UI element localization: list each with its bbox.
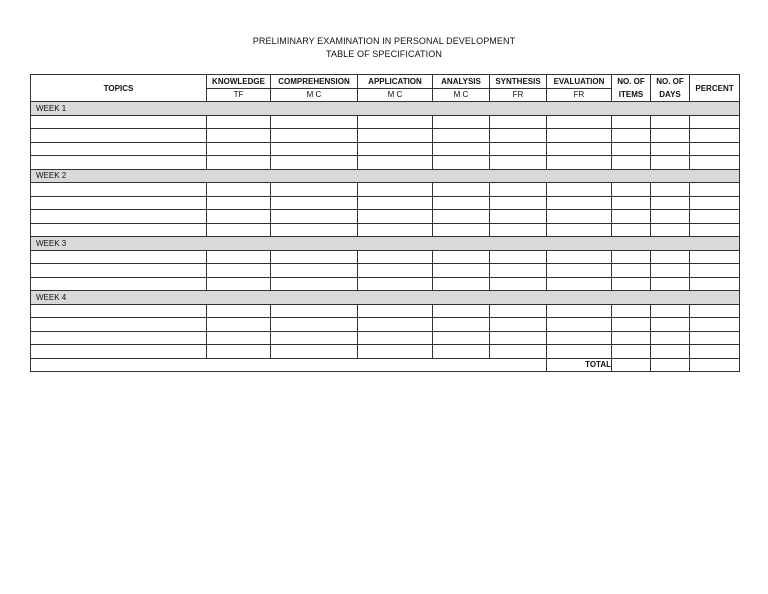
document-subtitle: TABLE OF SPECIFICATION (326, 49, 442, 59)
table-cell[interactable] (207, 304, 271, 318)
table-cell[interactable] (690, 142, 740, 156)
table-cell[interactable] (31, 210, 207, 224)
table-cell[interactable] (433, 318, 490, 332)
specification-table (30, 74, 740, 372)
table-cell[interactable] (207, 250, 271, 264)
table-cell[interactable] (31, 264, 207, 278)
table-cell[interactable] (271, 250, 358, 264)
table-cell[interactable] (612, 115, 651, 129)
header-row-categories (31, 75, 740, 89)
table-cell[interactable] (207, 223, 271, 237)
table-cell[interactable] (490, 115, 547, 129)
specification-body (31, 102, 740, 372)
table-cell[interactable] (547, 115, 612, 129)
table-cell[interactable] (490, 129, 547, 143)
table-cell[interactable] (207, 183, 271, 197)
header-knowledge: KNOWLEDGE (207, 75, 271, 89)
table-cell[interactable] (358, 142, 433, 156)
table-row (31, 318, 740, 332)
table-cell[interactable] (547, 277, 612, 291)
week-label: WEEK 3 (31, 237, 740, 251)
table-cell[interactable] (31, 345, 207, 359)
table-cell[interactable] (207, 277, 271, 291)
table-cell[interactable] (207, 129, 271, 143)
table-cell[interactable] (490, 250, 547, 264)
table-cell[interactable] (271, 318, 358, 332)
table-cell[interactable] (651, 345, 690, 359)
table-cell[interactable] (271, 142, 358, 156)
table-cell[interactable] (271, 304, 358, 318)
table-cell[interactable] (271, 183, 358, 197)
table-cell[interactable] (547, 210, 612, 224)
table-cell[interactable] (358, 223, 433, 237)
week-label: WEEK 2 (31, 169, 740, 183)
table-cell[interactable] (651, 277, 690, 291)
table-cell[interactable] (612, 345, 651, 359)
table-cell[interactable] (358, 345, 433, 359)
table-cell[interactable] (433, 345, 490, 359)
table-cell[interactable] (690, 250, 740, 264)
table-cell[interactable] (490, 210, 547, 224)
table-cell[interactable] (651, 115, 690, 129)
table-row (31, 331, 740, 345)
header-no-of-days-line2: DAYS (659, 90, 681, 99)
table-cell[interactable] (612, 223, 651, 237)
header-no-of-items (612, 75, 651, 102)
table-cell[interactable] (433, 210, 490, 224)
table-cell[interactable] (31, 304, 207, 318)
table-cell[interactable] (31, 156, 207, 170)
total-label: TOTAL (547, 358, 612, 372)
table-cell[interactable] (358, 210, 433, 224)
table-cell[interactable] (651, 156, 690, 170)
table-cell[interactable] (271, 345, 358, 359)
table-cell[interactable] (690, 183, 740, 197)
table-row (31, 129, 740, 143)
table-cell[interactable] (31, 129, 207, 143)
header-percent: PERCENT (690, 75, 740, 102)
table-row (31, 196, 740, 210)
table-cell[interactable] (612, 196, 651, 210)
header-application: APPLICATION (358, 75, 433, 89)
table-cell[interactable] (433, 304, 490, 318)
table-cell[interactable] (358, 196, 433, 210)
header-no-of-days (651, 75, 690, 102)
table-cell[interactable] (690, 223, 740, 237)
total-row (31, 358, 740, 372)
table-cell[interactable] (612, 183, 651, 197)
table-row (31, 156, 740, 170)
table-row (31, 115, 740, 129)
table-cell[interactable] (358, 264, 433, 278)
table-cell[interactable] (651, 210, 690, 224)
table-cell[interactable] (433, 142, 490, 156)
table-cell[interactable] (490, 196, 547, 210)
table-cell[interactable] (207, 142, 271, 156)
table-cell[interactable] (271, 331, 358, 345)
table-cell[interactable] (490, 331, 547, 345)
table-cell[interactable] (433, 196, 490, 210)
table-cell[interactable] (547, 345, 612, 359)
week-header-row (31, 291, 740, 305)
table-cell[interactable] (271, 196, 358, 210)
table-cell[interactable] (490, 142, 547, 156)
total-spacer (31, 358, 547, 372)
table-cell[interactable] (358, 156, 433, 170)
table-cell[interactable] (433, 277, 490, 291)
table-cell[interactable] (207, 210, 271, 224)
table-cell[interactable] (547, 196, 612, 210)
table-cell[interactable] (547, 156, 612, 170)
table-cell[interactable] (690, 210, 740, 224)
table-cell[interactable] (651, 196, 690, 210)
table-cell[interactable] (358, 250, 433, 264)
table-cell[interactable] (271, 156, 358, 170)
table-cell[interactable] (547, 318, 612, 332)
header-comprehension: COMPREHENSION (271, 75, 358, 89)
header-no-of-items-line2: ITEMS (618, 90, 644, 99)
table-cell[interactable] (612, 156, 651, 170)
table-cell[interactable] (690, 304, 740, 318)
table-row (31, 142, 740, 156)
table-cell[interactable] (547, 304, 612, 318)
week-header-row (31, 102, 740, 116)
table-cell[interactable] (690, 129, 740, 143)
table-cell[interactable] (612, 142, 651, 156)
table-cell[interactable] (31, 250, 207, 264)
table-cell[interactable] (271, 277, 358, 291)
total-items-cell[interactable] (612, 358, 651, 372)
table-cell[interactable] (207, 318, 271, 332)
table-cell[interactable] (612, 331, 651, 345)
table-cell[interactable] (612, 250, 651, 264)
table-cell[interactable] (271, 129, 358, 143)
header-application-type: M C (358, 88, 433, 102)
table-cell[interactable] (490, 318, 547, 332)
table-cell[interactable] (547, 223, 612, 237)
table-cell[interactable] (358, 115, 433, 129)
total-days-cell[interactable] (651, 358, 690, 372)
table-row (31, 264, 740, 278)
table-cell[interactable] (358, 183, 433, 197)
table-cell[interactable] (651, 318, 690, 332)
table-cell[interactable] (31, 277, 207, 291)
table-cell[interactable] (547, 250, 612, 264)
table-cell[interactable] (271, 223, 358, 237)
table-cell[interactable] (547, 331, 612, 345)
table-cell[interactable] (207, 196, 271, 210)
table-cell[interactable] (433, 115, 490, 129)
table-cell[interactable] (358, 129, 433, 143)
table-cell[interactable] (547, 142, 612, 156)
table-cell[interactable] (433, 129, 490, 143)
total-percent-cell[interactable] (690, 358, 740, 372)
header-analysis-type: M C (433, 88, 490, 102)
table-cell[interactable] (612, 129, 651, 143)
table-row (31, 277, 740, 291)
header-evaluation: EVALUATION (547, 75, 612, 89)
table-cell[interactable] (490, 277, 547, 291)
table-cell[interactable] (271, 210, 358, 224)
table-row (31, 210, 740, 224)
week-header-row (31, 169, 740, 183)
week-label: WEEK 1 (31, 102, 740, 116)
table-cell[interactable] (547, 264, 612, 278)
document-title: PRELIMINARY EXAMINATION IN PERSONAL DEVELOPMENT (252, 36, 516, 46)
table-cell[interactable] (651, 129, 690, 143)
table-cell[interactable] (358, 304, 433, 318)
week-header-row (31, 237, 740, 251)
table-cell[interactable] (271, 264, 358, 278)
table-cell[interactable] (612, 264, 651, 278)
header-synthesis: SYNTHESIS (490, 75, 547, 89)
table-cell[interactable] (690, 345, 740, 359)
table-cell[interactable] (490, 223, 547, 237)
table-cell[interactable] (690, 277, 740, 291)
table-cell[interactable] (207, 264, 271, 278)
table-cell[interactable] (690, 264, 740, 278)
table-cell[interactable] (358, 331, 433, 345)
table-cell[interactable] (612, 318, 651, 332)
table-cell[interactable] (490, 264, 547, 278)
table-cell[interactable] (651, 183, 690, 197)
header-knowledge-type: TF (207, 88, 271, 102)
week-label: WEEK 4 (31, 291, 740, 305)
table-cell[interactable] (207, 115, 271, 129)
table-row (31, 345, 740, 359)
table-cell[interactable] (433, 183, 490, 197)
table-cell[interactable] (651, 142, 690, 156)
table-cell[interactable] (358, 277, 433, 291)
table-cell[interactable] (490, 304, 547, 318)
table-cell[interactable] (433, 250, 490, 264)
table-cell[interactable] (358, 318, 433, 332)
table-cell[interactable] (433, 156, 490, 170)
table-cell[interactable] (31, 318, 207, 332)
table-cell[interactable] (31, 223, 207, 237)
table-cell[interactable] (651, 223, 690, 237)
table-cell[interactable] (207, 156, 271, 170)
table-cell[interactable] (490, 183, 547, 197)
table-cell[interactable] (690, 156, 740, 170)
table-cell[interactable] (690, 331, 740, 345)
table-cell[interactable] (612, 304, 651, 318)
table-cell[interactable] (690, 196, 740, 210)
table-cell[interactable] (651, 250, 690, 264)
table-cell[interactable] (547, 129, 612, 143)
table-cell[interactable] (490, 156, 547, 170)
table-cell[interactable] (271, 115, 358, 129)
header-analysis: ANALYSIS (433, 75, 490, 89)
table-row (31, 304, 740, 318)
table-cell[interactable] (31, 196, 207, 210)
table-cell[interactable] (612, 277, 651, 291)
table-cell[interactable] (207, 331, 271, 345)
table-cell[interactable] (31, 183, 207, 197)
table-cell[interactable] (651, 304, 690, 318)
table-cell[interactable] (433, 331, 490, 345)
header-comprehension-type: M C (271, 88, 358, 102)
table-cell[interactable] (612, 210, 651, 224)
table-cell[interactable] (433, 264, 490, 278)
table-cell[interactable] (651, 331, 690, 345)
header-evaluation-type: FR (547, 88, 612, 102)
header-synthesis-type: FR (490, 88, 547, 102)
header-no-of-days-line1: NO. OF (656, 77, 684, 86)
table-cell[interactable] (433, 223, 490, 237)
table-cell[interactable] (547, 183, 612, 197)
header-no-of-items-line1: NO. OF (617, 77, 645, 86)
table-cell[interactable] (690, 318, 740, 332)
table-row (31, 183, 740, 197)
table-cell[interactable] (207, 345, 271, 359)
table-cell[interactable] (31, 331, 207, 345)
table-row (31, 223, 740, 237)
table-cell[interactable] (31, 142, 207, 156)
table-row (31, 250, 740, 264)
table-cell[interactable] (490, 345, 547, 359)
header-topics: TOPICS (31, 75, 207, 102)
table-cell[interactable] (31, 115, 207, 129)
table-cell[interactable] (690, 115, 740, 129)
table-cell[interactable] (651, 264, 690, 278)
